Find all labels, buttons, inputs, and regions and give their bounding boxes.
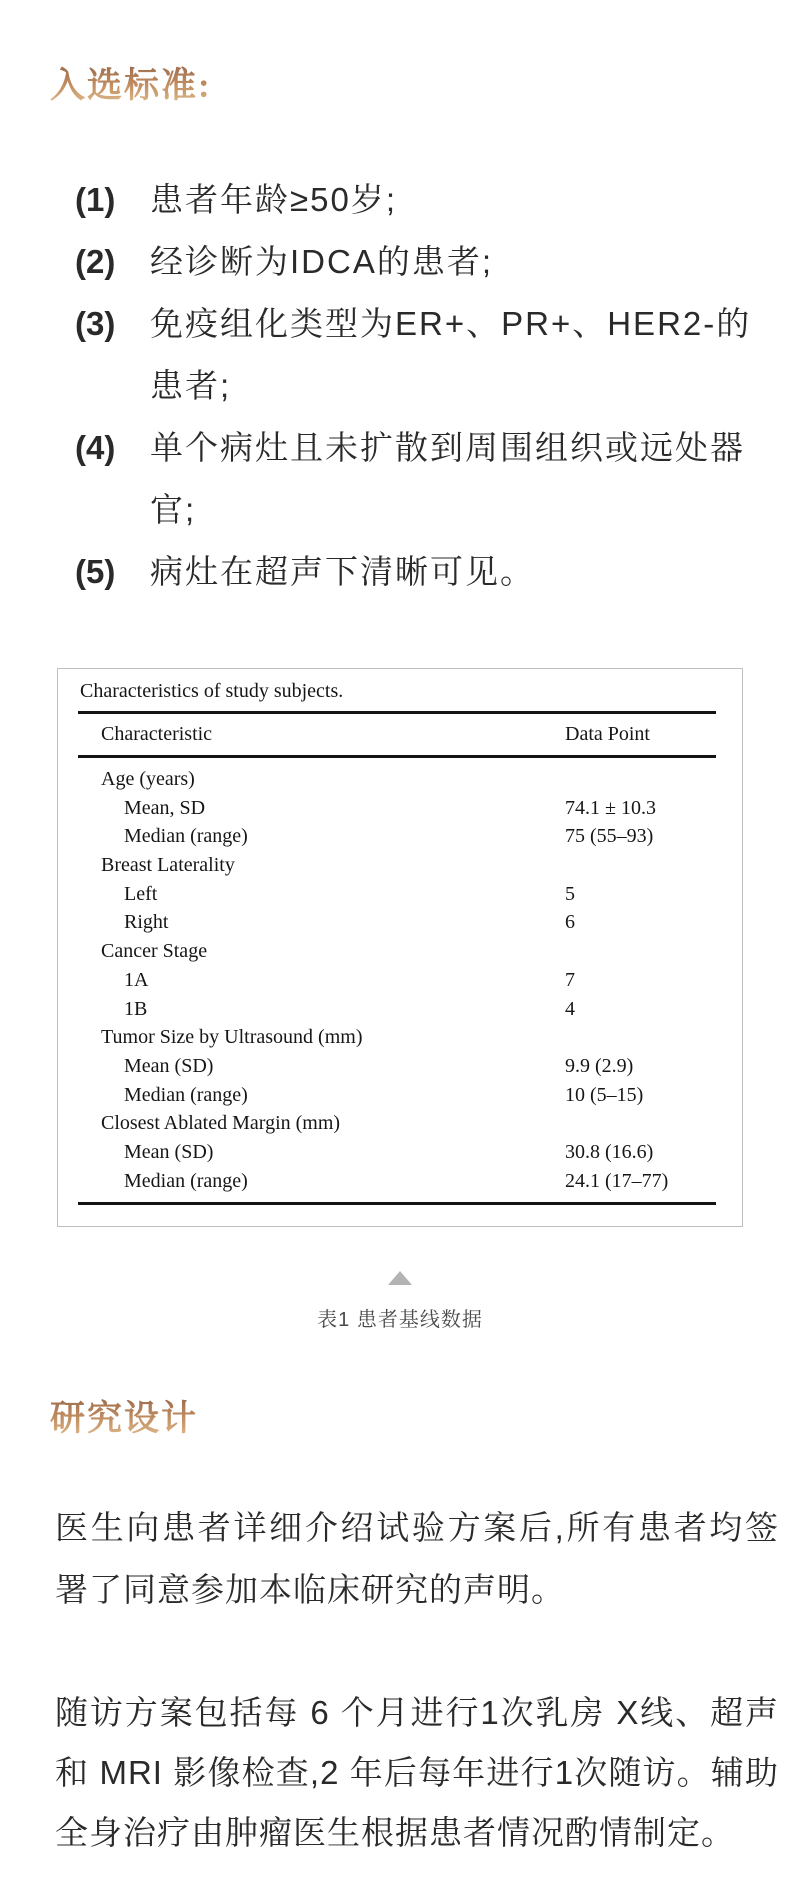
list-item-number: (5): [75, 553, 116, 590]
row-label: Median (range): [124, 825, 248, 848]
table-row: [78, 995, 716, 1024]
row-value: 6: [565, 911, 575, 934]
row-value: 4: [565, 997, 575, 1020]
row-label: Cancer Stage: [101, 940, 208, 963]
table-row: [78, 1023, 716, 1052]
list-item: [72, 169, 777, 231]
row-label: 1B: [124, 997, 148, 1020]
table-row: [78, 1081, 716, 1110]
row-value: 9.9 (2.9): [565, 1054, 634, 1077]
table-row: [78, 966, 716, 995]
section-title-inclusion-criteria: 入选标准:: [50, 58, 212, 108]
table-rule-header: [78, 755, 716, 758]
list-item-number: (4): [75, 429, 116, 466]
row-label: Right: [124, 911, 169, 934]
study-design-paragraph-2: 随访方案包括每 6 个月进行1次乳房 X线、超声和 MRI 影像检查,2 年后每年进行1次随访。辅助全身治疗由肿瘤医生根据患者情况酌情制定。: [55, 1694, 779, 1851]
row-label: Mean (SD): [124, 1140, 214, 1163]
table-row: [78, 1109, 716, 1138]
row-label: Tumor Size by Ultrasound (mm): [101, 1026, 363, 1049]
list-item-text: 患者年龄≥50岁;: [150, 181, 397, 218]
figure-caption: 表1 患者基线数据: [317, 1309, 483, 1331]
list-item: [72, 293, 777, 417]
row-value: 30.8 (16.6): [565, 1140, 654, 1163]
list-item-text: 单个病灶且未扩散到周围组织或远处器官;: [150, 429, 745, 528]
row-label: Age (years): [101, 768, 195, 790]
table-rule-bottom: [78, 1202, 716, 1205]
table-row: [78, 794, 716, 823]
table-row: [78, 765, 716, 794]
list-item-number: (3): [75, 305, 116, 342]
row-label: 1A: [124, 968, 149, 991]
list-item: [72, 541, 777, 603]
row-label: Mean (SD): [124, 1054, 214, 1077]
row-value: 75 (55–93): [565, 825, 654, 848]
list-item-text: 免疫组化类型为ER+、PR+、HER2-的患者;: [150, 305, 752, 404]
row-label: Breast Laterality: [101, 854, 235, 877]
row-value: 10 (5–15): [565, 1083, 644, 1106]
characteristics-table: [57, 668, 743, 1227]
row-label: Left: [124, 882, 158, 905]
study-design-paragraph-1: 医生向患者详细介绍试验方案后,所有患者均签署了同意参加本临床研究的声明。: [55, 1509, 779, 1608]
table-row: [78, 851, 716, 880]
row-label: Mean, SD: [124, 796, 206, 819]
row-value: 5: [565, 882, 575, 905]
list-item-number: (1): [75, 181, 116, 218]
row-value: 7: [565, 968, 575, 991]
table-row: [78, 822, 716, 851]
list-item: [72, 417, 777, 541]
list-item-text: 经诊断为IDCA的患者;: [150, 243, 494, 280]
table-row: [78, 1138, 716, 1167]
row-label: Median (range): [124, 1169, 248, 1192]
table-row: [78, 1167, 716, 1196]
row-value: 74.1 ± 10.3: [565, 796, 656, 819]
table-row: [78, 908, 716, 937]
inclusion-criteria-list: [72, 169, 777, 603]
table-header-characteristic: Characteristic: [101, 723, 213, 745]
list-item-number: (2): [75, 243, 116, 280]
row-value: 24.1 (17–77): [565, 1169, 669, 1192]
table-body: [78, 765, 716, 1195]
table-header-row: [78, 714, 716, 755]
collapse-triangle-icon[interactable]: [388, 1271, 412, 1285]
table-row: [78, 937, 716, 966]
list-item: [72, 231, 777, 293]
table-caption: Characteristics of study subjects.: [80, 680, 344, 702]
list-item-text: 病灶在超声下清晰可见。: [150, 553, 535, 590]
section-title-study-design: 研究设计: [50, 1391, 198, 1441]
row-label: Median (range): [124, 1083, 248, 1106]
table-header-data-point: Data Point: [565, 723, 650, 745]
table-row: [78, 1052, 716, 1081]
table-row: [78, 880, 716, 909]
row-label: Closest Ablated Margin (mm): [101, 1112, 341, 1135]
